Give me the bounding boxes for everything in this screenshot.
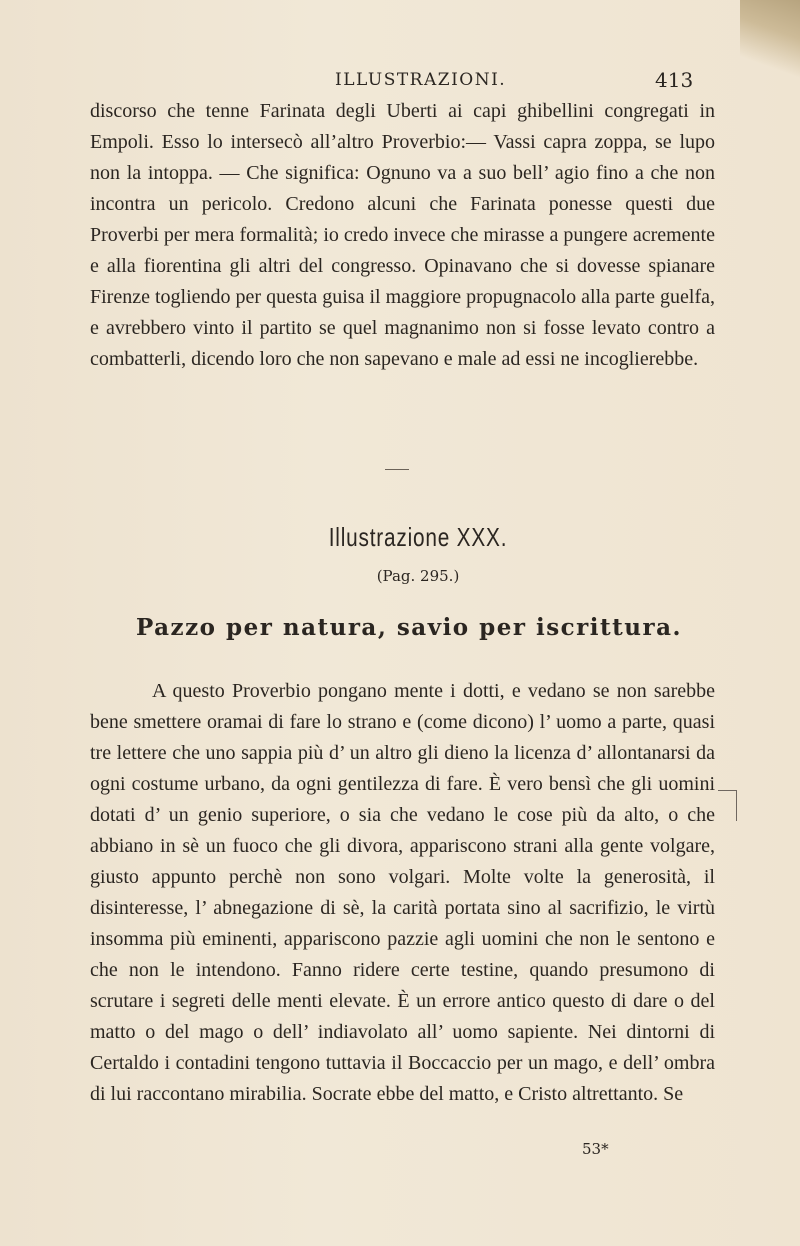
page-reference: (Pag. 295.) bbox=[376, 567, 460, 585]
commentary-paragraph bbox=[90, 676, 715, 1110]
running-title: ILLUSTRAZIONI. bbox=[335, 70, 507, 90]
margin-mark bbox=[718, 790, 737, 821]
illustration-title: Illustrazione XXX. bbox=[328, 522, 508, 552]
paragraph-text: discorso che tenne Farinata degli Uberti ai capi ghibellini congregati in Empoli. Esso lo intersecò all’altro Proverbio:— Vassi capra zoppa, se lupo non la intoppa. — Che significa: Ognuno va a suo bell’ agio fino a che non incontra un pericolo. Credono alcuni che Farinata ponesse questi due Proverbi per mera formalità; io credo invece che mirasse a pungere acremente e alla fiorentina gli altri del congresso. Opinavano che si dovesse spianare Firenze togliendo per questa guisa il maggiore propugnacolo alla parte guelfa, e avrebbero vinto il partito se quel magnanimo non si fosse levato contro a combatterli, dicendo loro che non sapevano e male ad essi ne incoglierebbe. bbox=[90, 100, 715, 370]
paragraph-text: A questo Proverbio pongano mente i dotti, e vedano se non sarebbe bene smettere oramai di fare lo strano e (come dicono) l’ uomo a parte, quasi tre lettere che uno sappia più d’ un altro gli dieno la licenza d’ allontanarsi da ogni costume urbano, da ogni gentilezza di fare. È vero bensì che gli uomini dotati d’ un genio superiore, o sia che vedano le cose più da alto, o che abbiano in sè un fuoco che gli divora, appariscono strani alla gente volgare, giusto appunto perchè non sono volgari. Molte volte la generosità, il disinteresse, l’ abnegazione di sè, la carità portata sino al sacrifizio, le virtù insomma più eminenti, appariscono pazzie agli uomini che non le sentono e che non le intendono. Fanno ridere certe testine, quando presumono di scrutare i segreti delle menti elevate. È un errore antico questo di dare o del matto o del mago o dell’ indiavolato all’ uomo sapiente. Nei dintorni di Certaldo i contadini tengono tuttavia il Boccaccio per un mago, e dell’ ombra di lui raccontano mirabilia. Socrate ebbe del matto, e Cristo altrettanto. Se bbox=[90, 680, 715, 1105]
page-number: 413 bbox=[655, 68, 694, 92]
proverb-heading: Pazzo per natura, savio per iscrittura. bbox=[135, 614, 683, 641]
signature-mark: 53* bbox=[582, 1140, 609, 1158]
page-header bbox=[0, 70, 800, 94]
section-divider bbox=[385, 469, 409, 470]
paragraph-continued bbox=[90, 96, 715, 375]
